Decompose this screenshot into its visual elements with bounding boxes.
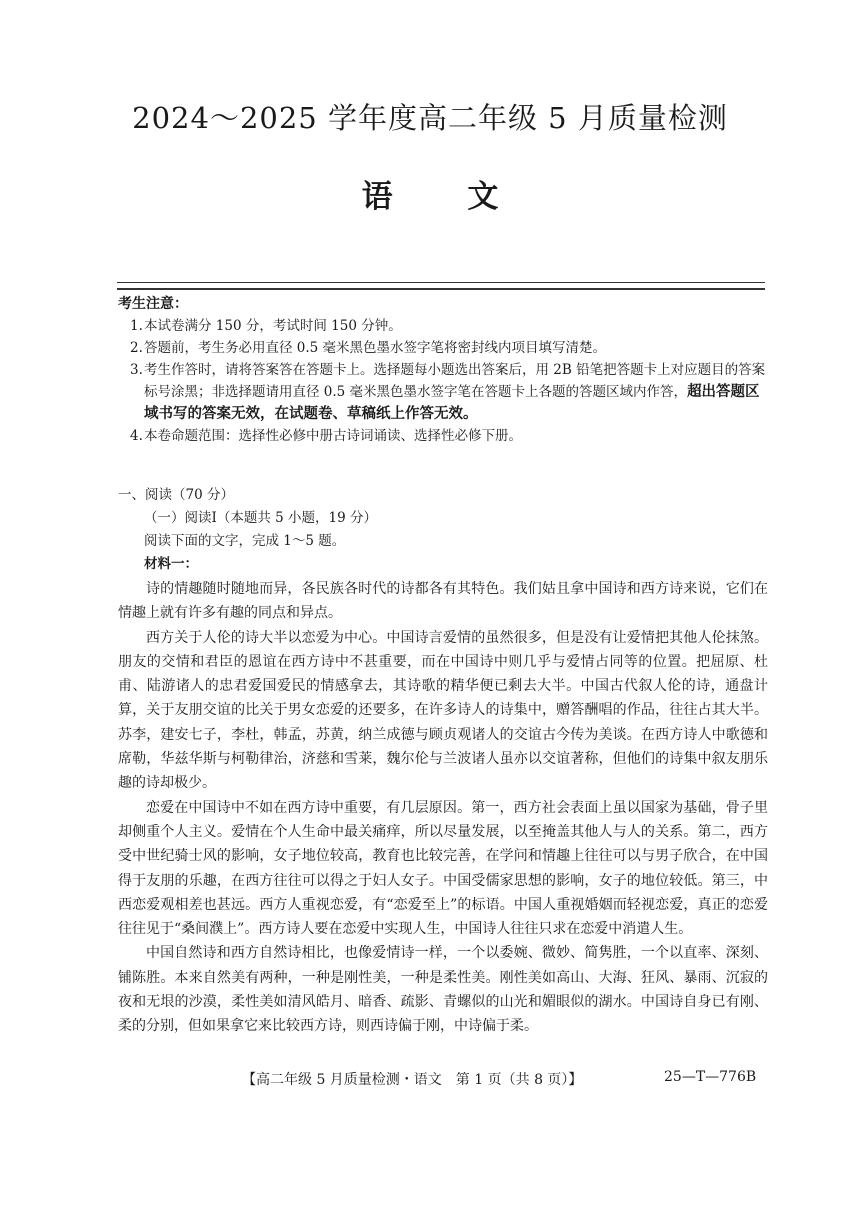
header-divider-thin [117,282,765,283]
notice-item-text: 考生作答时，请将答案答在答题卡上。选择题每小题选出答案后，用 2B 铅笔把答题卡上对应题目的答案标号涂黑；非选择题请用直径 0.5 毫米黑色墨水签字笔在答题卡上各题的答题区域内作答， [144,362,766,400]
paragraph: 中国自然诗和西方自然诗相比，也像爱情诗一样，一个以委婉、微妙、简隽胜，一个以直率、深刻、铺陈胜。本来自然美有两种，一种是刚性美，一种是柔性美。刚性美如高山、大海、狂风、暴雨、沉寂的夜和无垠的沙漠，柔性美如清风皓月、暗香、疏影、青螺似的山光和媚眼似的湖水。中国诗自身已有刚、柔的分别，但如果拿它来比较西方诗，则西诗偏于刚，中诗偏于柔。 [118,945,768,1035]
paragraph: 诗的情趣随时随地而异，各民族各时代的诗都各有其特色。我们姑且拿中国诗和西方诗来说，它们在情趣上就有许多有趣的同点和异点。 [118,581,768,622]
notice-item-1 [118,315,768,337]
notice-item-text: 本试卷满分 150 分，考试时间 150 分钟。 [144,318,402,334]
subject-title: 语 文 [361,179,499,215]
material-text [118,577,768,1039]
paragraph: 恋爱在中国诗中不如在西方诗中重要，有几层原因。第一，西方社会表面上虽以国家为基础，骨子里却侧重个人主义。爱情在个人生命中最关痛痒，所以尽量发展，以至掩盖其他人与人的关系。第二，西方受中世纪骑士风的影响，女子地位较高，教育也比较完善，在学问和情趣上往往可以与男子欣合，在中国得于友朋的乐趣，在西方往往可以得之于妇人女子。中国受儒家思想的影响，女子的地位较低。第三，中西恋爱观相差也甚远。西方人重视恋爱，有“恋爱至上”的标语。中国人重视婚姻而轻视恋爱，真正的恋爱往往见于“桑间濮上”。西方诗人要在恋爱中实现人生，中国诗人往往只求在恋爱中消遣人生。 [118,799,768,938]
footer-exam-code: 25—T—776B [664,1069,757,1085]
notice-item-text: 本卷命题范围：选择性必修中册古诗词诵读、选择性必修下册。 [144,428,522,444]
notice-item-number: 1. [130,318,143,334]
notice-item-number: 3. [130,362,143,378]
notice-item-2 [118,337,768,359]
exam-notice [118,293,768,447]
instruction-text: 阅读下面的文字，完成 1～5 题。 [144,533,346,549]
header-divider-thick [117,288,765,290]
paragraph: 西方关于人伦的诗大半以恋爱为中心。中国诗言爱情的虽然很多，但是没有让爱情把其他人伦抹煞。朋友的交情和君臣的恩谊在西方诗中不甚重要，而在中国诗中则几乎与爱情占同等的位置。把屈原、杜甫、陆游诸人的忠君爱国爱民的情感拿去，其诗歌的精华便已剩去大半。中国古代叙人伦的诗，通盘计算，关于友朋交谊的比关于男女恋爱的还要多，在许多诗人的诗集中，赠答酬唱的作品，往往占其大半。苏李，建安七子，李杜，韩孟，苏黄，纳兰成德与顾贞观诸人的交谊古今传为美谈。在西方诗人中歌德和席勒，华兹华斯与柯勒律治，济慈和雪莱，魏尔伦与兰波诸人虽亦以交谊著称，但他们的诗集中叙友朋乐趣的诗却极少。 [118,629,768,792]
reading-section [118,484,768,576]
notice-item-emphasis: 超出答题区域书写的答案无效，在试题卷、草稿纸上作答无效。 [144,384,760,422]
section-heading: 一、阅读（70 分） [118,487,234,503]
subsection-heading: （一）阅读Ⅰ（本题共 5 小题，19 分） [144,510,377,526]
page-title: 2024～2025 学年度高二年级 5 月质量检测 [132,101,728,135]
notice-item-number: 2. [130,340,143,356]
notice-heading: 考生注意： [118,296,188,312]
footer-page-info: 【高二年级 5 月质量检测・语文 第 1 页（共 8 页）】 [242,1072,583,1088]
notice-item-4 [118,425,768,447]
material-label: 材料一： [144,556,198,572]
notice-item-number: 4. [130,428,143,444]
notice-item-text: 答题前，考生务必用直径 0.5 毫米黑色墨水签字笔将密封线内项目填写清楚。 [144,340,607,356]
notice-item-3 [118,359,768,425]
